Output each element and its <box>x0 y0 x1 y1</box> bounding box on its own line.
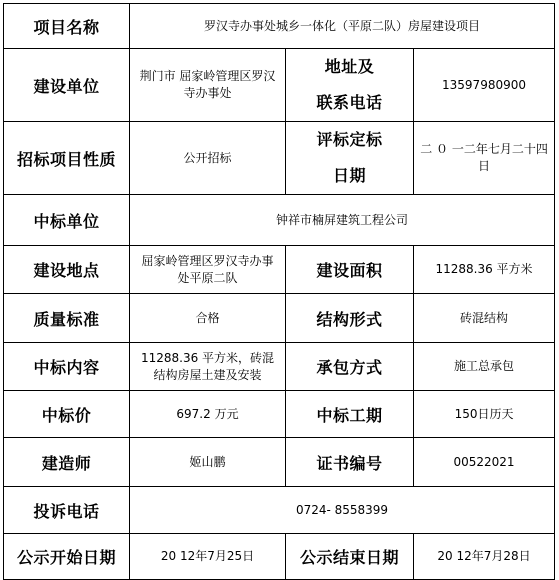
price-label: 中标价 <box>4 391 130 438</box>
row-complaint <box>4 487 555 534</box>
site-label: 建设地点 <box>4 246 130 294</box>
address-phone-label-line2: 联系电话 <box>316 93 383 112</box>
project-name-label: 项目名称 <box>4 4 130 49</box>
winner-value: 钟祥市楠屏建筑工程公司 <box>130 195 555 246</box>
address-phone-label-line1: 地址及 <box>324 57 375 76</box>
row-price <box>4 391 555 438</box>
eval-date-label <box>286 122 414 195</box>
quality-value: 合格 <box>130 294 286 343</box>
bid-announcement-table <box>3 3 555 580</box>
pub-start-value: 20 12年7月25日 <box>130 534 286 580</box>
tender-nature-label: 招标项目性质 <box>4 122 130 195</box>
eval-date-label-line2: 日期 <box>332 166 366 185</box>
constructor-value: 姬山鹏 <box>130 438 286 487</box>
row-content <box>4 343 555 391</box>
site-value: 屈家岭管理区罗汉寺办事处平原二队 <box>130 246 286 294</box>
period-value: 150日历天 <box>414 391 555 438</box>
row-quality <box>4 294 555 343</box>
pub-start-label: 公示开始日期 <box>4 534 130 580</box>
pub-end-label: 公示结束日期 <box>286 534 414 580</box>
contract-mode-value: 施工总承包 <box>414 343 555 391</box>
row-project-name <box>4 4 555 49</box>
content-value: 11288.36 平方米，砖混结构房屋土建及安装 <box>130 343 286 391</box>
row-publicity <box>4 534 555 580</box>
row-site <box>4 246 555 294</box>
builder-value: 荆门市 屈家岭管理区罗汉寺办事处 <box>130 49 286 122</box>
constructor-label: 建造师 <box>4 438 130 487</box>
cert-no-label: 证书编号 <box>286 438 414 487</box>
address-phone-label <box>286 49 414 122</box>
eval-date-value: 二 ０ 一二年七月二十四日 <box>414 122 555 195</box>
content-label: 中标内容 <box>4 343 130 391</box>
builder-label: 建设单位 <box>4 49 130 122</box>
contract-mode-label: 承包方式 <box>286 343 414 391</box>
area-value: 11288.36 平方米 <box>414 246 555 294</box>
complaint-label: 投诉电话 <box>4 487 130 534</box>
cert-no-value: 00522021 <box>414 438 555 487</box>
row-builder <box>4 49 555 122</box>
period-label: 中标工期 <box>286 391 414 438</box>
row-tender-nature <box>4 122 555 195</box>
pub-end-value: 20 12年7月28日 <box>414 534 555 580</box>
project-name-value: 罗汉寺办事处城乡一体化（平原二队）房屋建设项目 <box>130 4 555 49</box>
price-value: 697.2 万元 <box>130 391 286 438</box>
complaint-value: 0724- 8558399 <box>130 487 555 534</box>
tender-nature-value: 公开招标 <box>130 122 286 195</box>
winner-label: 中标单位 <box>4 195 130 246</box>
structure-value: 砖混结构 <box>414 294 555 343</box>
row-winner <box>4 195 555 246</box>
quality-label: 质量标准 <box>4 294 130 343</box>
area-label: 建设面积 <box>286 246 414 294</box>
eval-date-label-line1: 评标定标 <box>316 130 383 149</box>
address-phone-value: 13597980900 <box>414 49 555 122</box>
row-constructor <box>4 438 555 487</box>
structure-label: 结构形式 <box>286 294 414 343</box>
